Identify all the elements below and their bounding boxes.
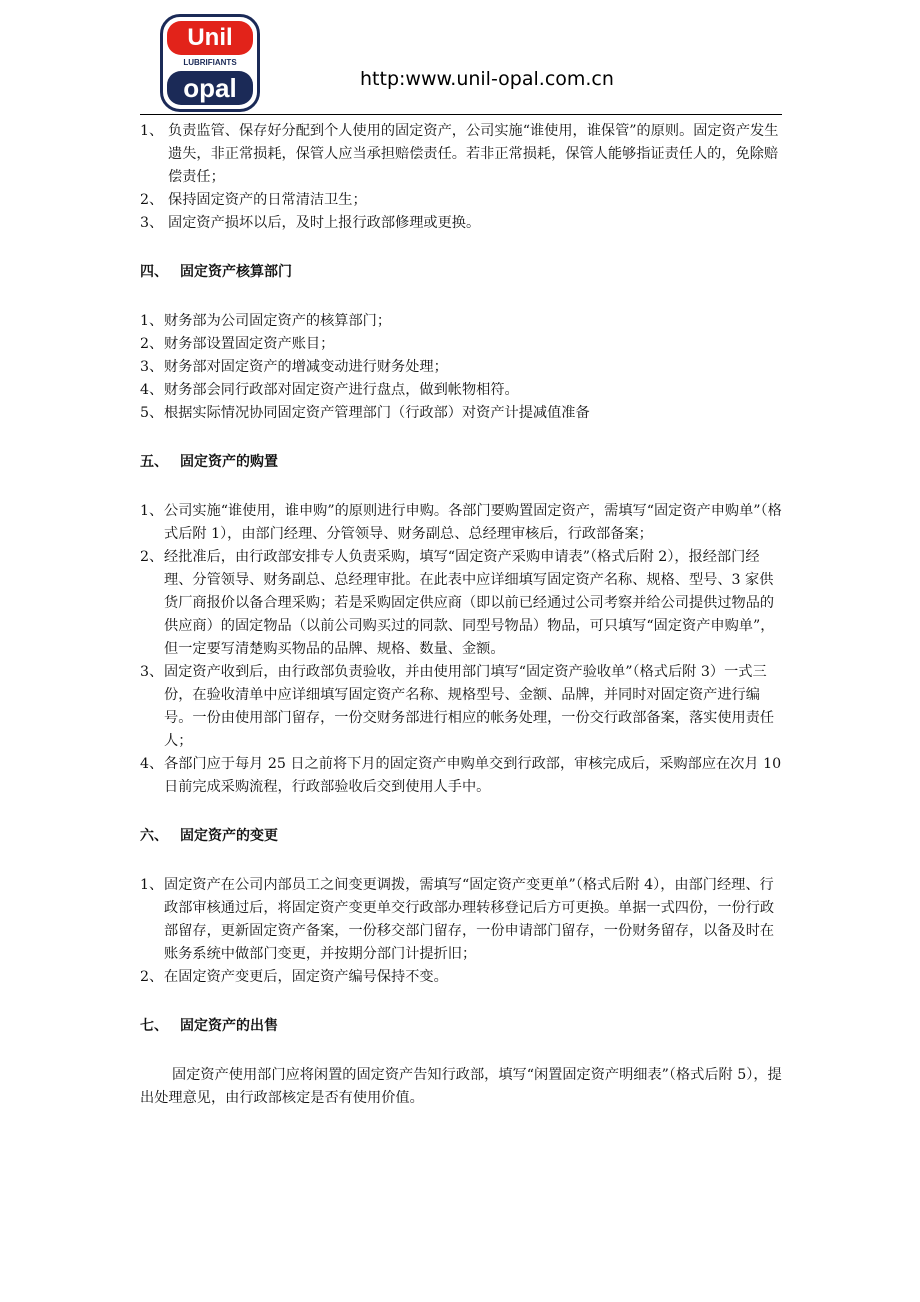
heading-title: 固定资产的购置 (180, 454, 278, 470)
list-item (140, 402, 782, 425)
heading-title: 固定资产的出售 (180, 1018, 278, 1034)
section-heading-6 (140, 825, 782, 848)
item-number: 2、 (140, 969, 164, 985)
item-text: 负责监管、保存好分配到个人使用的固定资产，公司实施“谁使用，谁保管”的原则。固定资产发生遗失，非正常损耗，保管人应当承担赔偿责任。若非正常损耗，保管人能够指证责任人的，免除赔偿责任； (168, 123, 779, 185)
header-url: http:www.unil-opal.com.cn (360, 68, 614, 90)
item-text: 在固定资产变更后，固定资产编号保持不变。 (164, 969, 448, 985)
item-number: 2、 (140, 192, 164, 208)
list-item (140, 500, 782, 546)
item-number: 1、 (140, 313, 164, 329)
logo-top-text: Unil (167, 21, 253, 55)
list-item (140, 189, 782, 212)
item-text: 根据实际情况协同固定资产管理部门（行政部）对资产计提减值准备 (164, 405, 590, 421)
item-number: 2、 (140, 336, 164, 352)
item-text: 财务部对固定资产的增减变动进行财务处理； (164, 359, 448, 375)
heading-title: 固定资产核算部门 (180, 264, 292, 280)
heading-number: 六、 (140, 828, 168, 844)
unil-opal-logo (160, 14, 260, 112)
item-text: 固定资产收到后，由行政部负责验收，并由使用部门填写“固定资产验收单”（格式后附 3）一式三份，在验收清单中应详细填写固定资产名称、规格型号、金额、品牌，并同时对固定资产进行编号。一份由使用部门留存，一份交财务部进行相应的帐务处理，一份交行政部备案，落实使用责任人； (164, 664, 775, 749)
item-text: 固定资产损坏以后，及时上报行政部修理或更换。 (168, 215, 481, 231)
logo-mid-text: LUBRIFIANTS (183, 58, 237, 67)
list-item (140, 966, 782, 989)
item-text: 财务部会同行政部对固定资产进行盘点，做到帐物相符。 (164, 382, 519, 398)
list-item (140, 212, 782, 235)
item-text: 保持固定资产的日常清洁卫生； (168, 192, 367, 208)
page-header (0, 0, 920, 118)
list-item (140, 379, 782, 402)
item-text: 财务部为公司固定资产的核算部门； (164, 313, 392, 329)
heading-number: 四、 (140, 264, 168, 280)
item-number: 5、 (140, 405, 164, 421)
item-number: 3、 (140, 664, 164, 680)
list-item (140, 333, 782, 356)
heading-title: 固定资产的变更 (180, 828, 278, 844)
section-heading-5 (140, 451, 782, 474)
document-body (140, 120, 782, 1110)
item-number: 3、 (140, 359, 164, 375)
section-heading-7 (140, 1015, 782, 1038)
section-paragraph: 固定资产使用部门应将闲置的固定资产告知行政部，填写“闲置固定资产明细表”（格式后附 5），提出处理意见，由行政部核定是否有使用价值。 (140, 1067, 782, 1106)
header-rule (140, 114, 782, 115)
item-number: 3、 (140, 215, 164, 231)
item-text: 固定资产在公司内部员工之间变更调拨，需填写“固定资产变更单”（格式后附 4），由部门经理、行政部审核通过后，将固定资产变更单交行政部办理转移登记后方可更换。单据一式四份，一份行政部留存，更新固定资产备案，一份移交部门留存，一份申请部门留存，一份财务留存，以备及时在账务系统中做部门变更，并按期分部门计提折旧； (164, 877, 775, 962)
list-item (140, 356, 782, 379)
item-text: 财务部设置固定资产账目； (164, 336, 335, 352)
logo-bottom-text: opal (167, 71, 253, 105)
item-text: 经批准后，由行政部安排专人负责采购，填写“固定资产采购申请表”（格式后附 2），报经部门经理、分管领导、财务副总、总经理审批。在此表中应详细填写固定资产名称、规格、型号、3 家供货厂商报价以备合理采购；若是采购固定供应商（即以前已经通过公司考察并给公司提供过物品的供应商）的固定物品（以前公司购买过的同款、同型号物品）物品，可只填写“固定资产申购单”，但一定要写清楚购买物品的品牌、规格、数量、金额。 (164, 549, 775, 657)
item-text: 公司实施“谁使用，谁申购”的原则进行申购。各部门要购置固定资产，需填写“固定资产申购单”（格式后附 1），由部门经理、分管领导、财务副总、总经理审核后，行政部备案； (164, 503, 782, 542)
list-item (140, 753, 782, 799)
item-number: 2、 (140, 549, 164, 565)
item-number: 4、 (140, 382, 164, 398)
list-item (140, 546, 782, 661)
item-number: 1、 (140, 877, 164, 893)
heading-number: 五、 (140, 454, 168, 470)
section-heading-4 (140, 261, 782, 284)
item-number: 1、 (140, 503, 164, 519)
list-item (140, 661, 782, 753)
list-item (140, 120, 782, 189)
item-text: 各部门应于每月 25 日之前将下月的固定资产申购单交到行政部，审核完成后，采购部应在次月 10 日前完成采购流程，行政部验收后交到使用人手中。 (164, 756, 782, 795)
item-number: 1、 (140, 123, 164, 139)
item-number: 4、 (140, 756, 164, 772)
list-item (140, 874, 782, 966)
heading-number: 七、 (140, 1018, 168, 1034)
list-item (140, 310, 782, 333)
